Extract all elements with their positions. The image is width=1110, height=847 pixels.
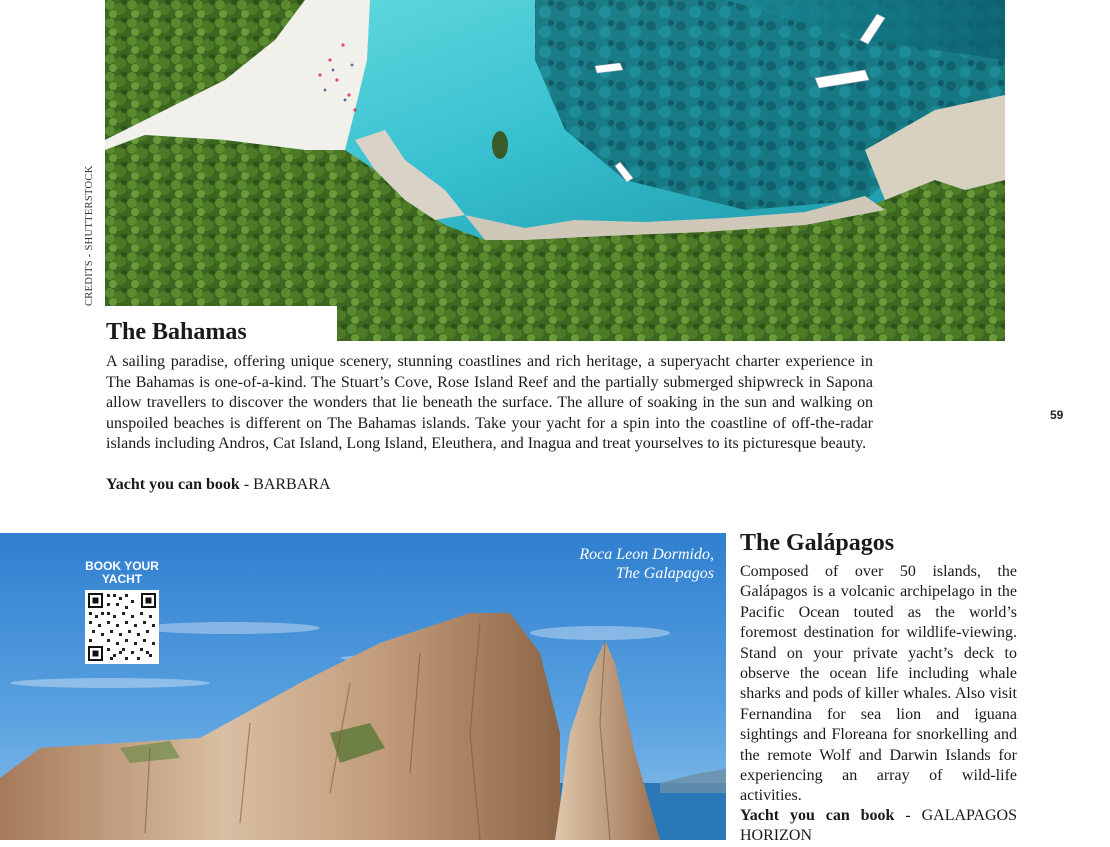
page-number: 59 xyxy=(1050,408,1064,422)
yacht-name: BARBARA xyxy=(253,476,331,493)
galapagos-title: The Galápagos xyxy=(740,530,895,556)
qr-code-icon[interactable] xyxy=(85,590,159,664)
yacht-name: GALAPAGOS HORIZON xyxy=(740,807,1018,845)
caption-line-2: The Galapagos xyxy=(615,565,714,582)
yacht-separator: - xyxy=(239,476,254,493)
photo-credits: CREDITS - SHUTTERSTOCK xyxy=(84,165,95,306)
yacht-separator: - xyxy=(894,807,922,824)
galapagos-yacht-line xyxy=(740,806,1017,847)
yacht-label: Yacht you can book xyxy=(106,476,240,493)
photo-caption xyxy=(520,545,714,583)
bahamas-body-text: A sailing paradise, offering unique scenery, stunning coastlines and rich heritage, a superyacht charter experience in The Bahamas is one-of-a-kind. The Stuart’s Cove, Rose Island Reef and the partially submerged shipwreck in Sapona allow travellers to discover the wonders that lie beneath the surface. The allure of soaking in the sun and walking on unspoiled beaches is different on The Bahamas islands. Take your yacht for a spin into the coastline of off-the-radar islands including Andros, Cat Island, Long Island, Eleuthera, and Inagua and treat yourselves to its picturesque beauty. xyxy=(106,353,873,452)
yacht-label: Yacht you can book xyxy=(740,807,895,824)
book-your-yacht-label: BOOK YOUR YACHT xyxy=(85,559,159,586)
galapagos-body-text: Composed of over 50 islands, the Galápagos is a volcanic archipelago in the Pacific Ocean touted as the world’s foremost destination for wildlife-viewing. Stand on your private yacht’s deck to observe the ocean life including whale sharks and pods of killer whales. Also visit Fernandina for sea lion and iguana sightings and Floreana for snorkelling and the remote Wolf and Darwin Islands for experiencing an array of wild-life activities. xyxy=(740,563,1017,805)
caption-line-1: Roca Leon Dormido, xyxy=(579,546,714,563)
bahamas-aerial-photo xyxy=(105,0,1005,341)
bahamas-yacht-line xyxy=(106,475,331,496)
bahamas-title: The Bahamas xyxy=(106,319,247,345)
